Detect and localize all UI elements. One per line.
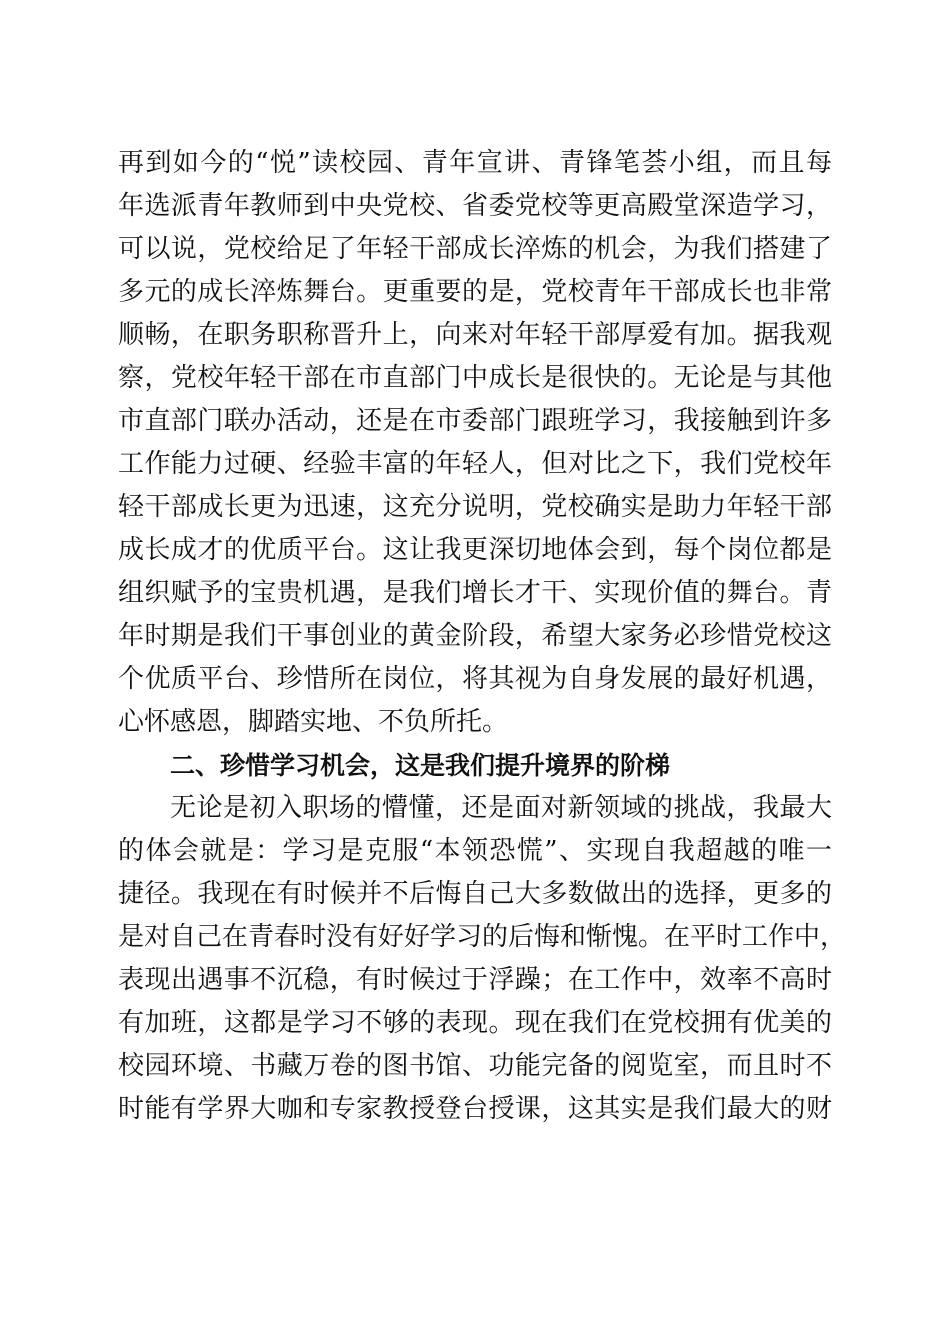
paragraph-line: 表现出遇事不沉稳，有时候过于浮躁；在工作中，效率不高时: [118, 965, 832, 995]
paragraph-line: 组织赋予的宝贵机遇，是我们增长才干、实现价值的舞台。青: [118, 578, 832, 608]
paragraph-line: 轻干部成长更为迅速，这充分说明，党校确实是助力年轻干部: [118, 492, 832, 522]
paragraph-line: 个优质平台、珍惜所在岗位，将其视为自身发展的最好机遇，: [118, 664, 832, 694]
section-heading: 二、珍惜学习机会，这是我们提升境界的阶梯: [170, 751, 671, 780]
paragraph-line: 年选派青年教师到中央党校、省委党校等更高殿堂深造学习，: [118, 191, 832, 221]
paragraph-line: 察，党校年轻干部在市直部门中成长是很快的。无论是与其他: [118, 363, 832, 393]
paragraph-line: 再到如今的“悦”读校园、青年宣讲、青锋笔荟小组，而且每: [118, 148, 832, 178]
paragraph-line: 无论是初入职场的懵懂，还是面对新领域的挑战，我最大: [170, 793, 832, 823]
paragraph-line: 多元的成长淬炼舞台。更重要的是，党校青年干部成长也非常: [118, 277, 832, 307]
paragraph-line: 有加班，这都是学习不够的表现。现在我们在党校拥有优美的: [118, 1008, 832, 1038]
paragraph-line: 年时期是我们干事创业的黄金阶段，希望大家务必珍惜党校这: [118, 621, 832, 651]
paragraph-line: 校园环境、书藏万卷的图书馆、功能完备的阅览室，而且时不: [118, 1051, 832, 1081]
paragraph-line: 成长成才的优质平台。这让我更深切地体会到，每个岗位都是: [118, 535, 832, 565]
paragraph-line: 捷径。我现在有时候并不后悔自己大多数做出的选择，更多的: [118, 879, 832, 909]
paragraph-line: 工作能力过硬、经验丰富的年轻人，但对比之下，我们党校年: [118, 449, 832, 479]
paragraph-line: 的体会就是：学习是克服“本领恐慌”、实现自我超越的唯一: [118, 836, 832, 866]
paragraph-line: 时能有学界大咖和专家教授登台授课，这其实是我们最大的财: [118, 1094, 832, 1124]
document-body: [118, 142, 847, 1131]
paragraph-line: 市直部门联办活动，还是在市委部门跟班学习，我接触到许多: [118, 406, 832, 436]
paragraph-line: 顺畅，在职务职称晋升上，向来对年轻干部厚爱有加。据我观: [118, 320, 832, 350]
paragraph-line: 心怀感恩，脚踏实地、不负所托。: [118, 707, 509, 737]
paragraph-line: 可以说，党校给足了年轻干部成长淬炼的机会，为我们搭建了: [118, 234, 832, 264]
paragraph-line: 是对自己在青春时没有好好学习的后悔和惭愧。在平时工作中，: [118, 922, 847, 952]
